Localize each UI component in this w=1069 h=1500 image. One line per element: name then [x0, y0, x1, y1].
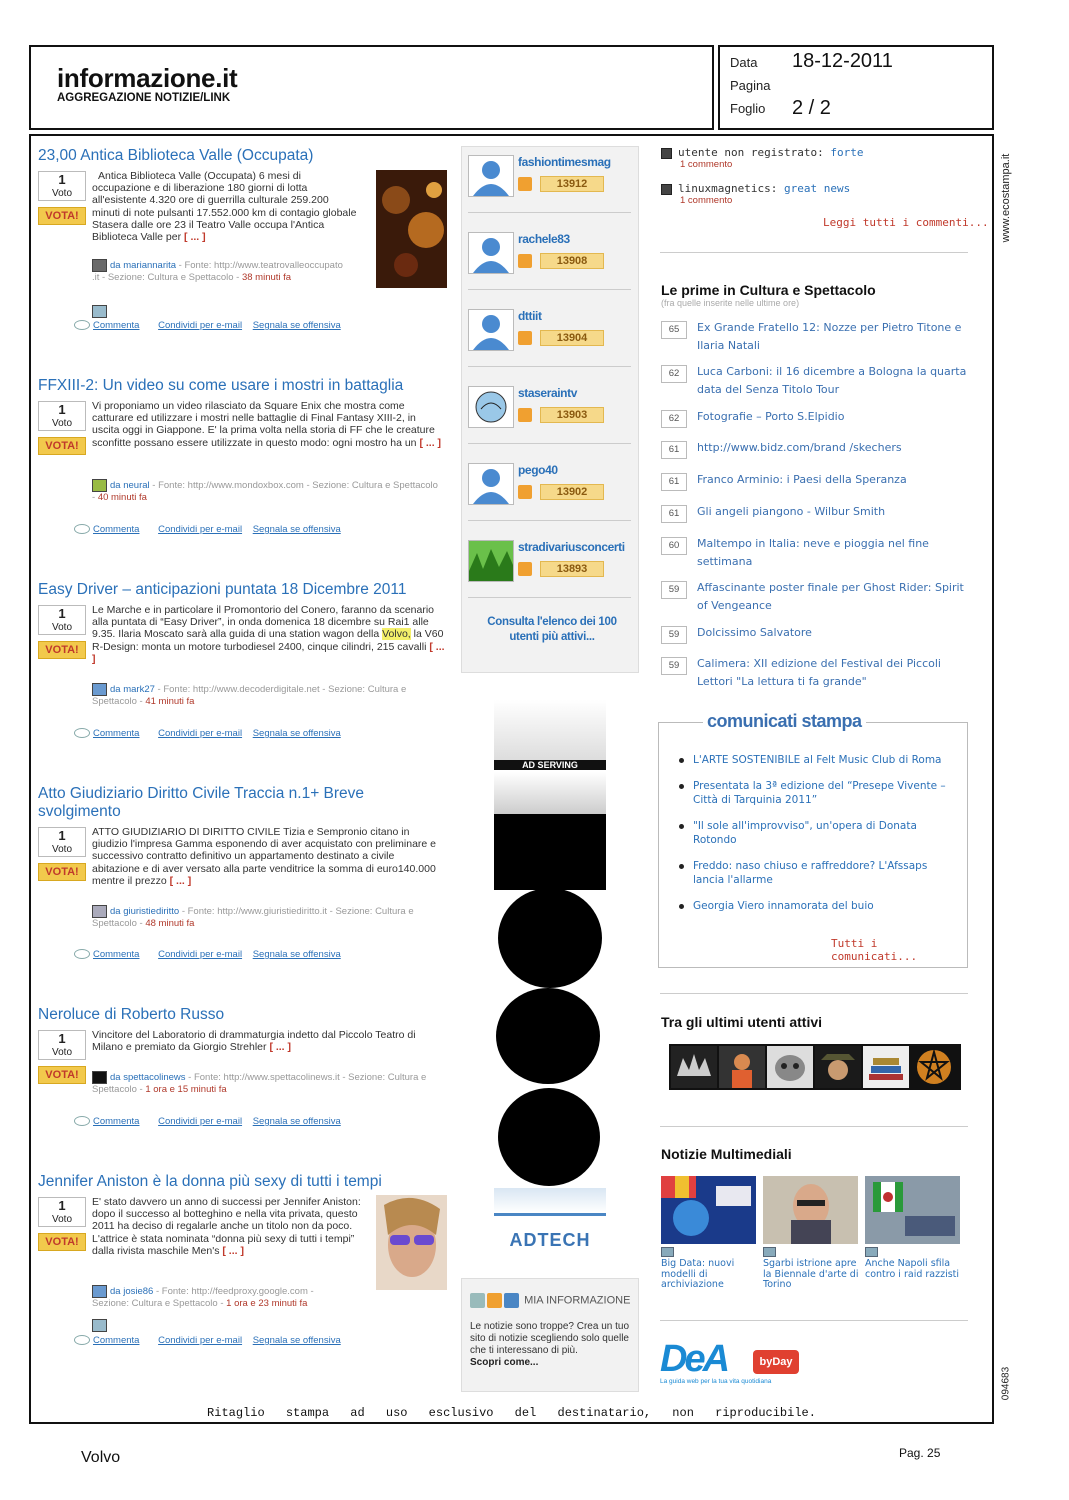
comment-item: linuxmagnetics: great news 1 commento — [661, 182, 971, 206]
my-info-box — [461, 1278, 639, 1392]
article — [38, 581, 448, 771]
user-avatar — [468, 155, 514, 197]
author-link[interactable]: neural — [123, 480, 150, 492]
user-score: 13908 — [540, 253, 604, 269]
divider — [660, 252, 968, 253]
user-icon — [661, 148, 672, 159]
multimedia-thumbnail[interactable] — [865, 1176, 960, 1244]
divider — [468, 366, 631, 367]
article-meta: da mark27 - Fonte: http://www.decoderdigitale.net - Sezione: Cultura e Spettacolo - 41 minuti fa — [92, 684, 407, 708]
article — [38, 377, 448, 567]
divider — [468, 597, 631, 598]
user-name[interactable]: stradivariusconcerti — [518, 540, 625, 554]
vote-count: 1 — [58, 828, 66, 843]
multimedia-caption[interactable]: Sgarbi istrione apre la Biennale d'arte di Torino — [763, 1258, 859, 1290]
read-more-link[interactable]: [ ... ] — [269, 1041, 292, 1054]
rank-score: 59 — [661, 581, 687, 599]
article-meta: da mariannarita - Fonte: http://www.teatrovalleoccupato .it - Sezione: Cultura e Spettacolo - 38 minuti fa — [92, 260, 343, 284]
dea-tagline: La guida web per la tua vita quotidiana — [660, 1378, 772, 1385]
article-title[interactable]: Neroluce di Roberto Russo — [38, 1006, 225, 1023]
author-link[interactable]: giuristiediritto — [123, 906, 180, 918]
dea-byday-logo[interactable]: DeA byDay La guida web per la tua vita quotidiana — [660, 1340, 810, 1388]
rank-score: 61 — [661, 473, 687, 491]
user-score: 13912 — [540, 176, 604, 192]
rss-icon[interactable] — [518, 562, 532, 576]
ranked-news-link[interactable]: Maltempo in Italia: neve e pioggia nel fine settimana — [697, 537, 929, 568]
comment-link[interactable]: great news — [783, 182, 851, 195]
comment-bubble-icon — [74, 320, 90, 330]
article-title[interactable]: Jennifer Aniston è la donna più sexy di tutti i tempi — [38, 1173, 382, 1190]
my-info-header[interactable]: MIA INFORMAZIONE — [470, 1293, 630, 1308]
ad-banner[interactable] — [494, 700, 606, 1250]
header-title-box — [29, 45, 714, 130]
comment-bubble-icon — [74, 949, 90, 959]
article-meta: da josie86 - Fonte: http://feedproxy.google.com - Sezione: Cultura e Spettacolo - 1 ora e 23 minuti fa — [92, 1286, 314, 1310]
comment-bubble-icon — [74, 524, 90, 534]
vota-button[interactable]: VOTA! — [38, 437, 86, 455]
share-email-link[interactable]: Condividi per e-mail — [158, 949, 243, 960]
top-users-link[interactable]: Consulta l'elenco dei 100 utenti più attivi... — [487, 616, 617, 643]
author-link[interactable]: mark27 — [123, 684, 155, 696]
video-icon — [763, 1247, 776, 1257]
user-name[interactable]: pego40 — [518, 463, 558, 477]
foglio-value: 2 / 2 — [792, 97, 831, 119]
report-link[interactable]: Segnala se offensiva — [252, 524, 341, 535]
ad-image — [494, 814, 606, 890]
user-item[interactable] — [468, 382, 634, 442]
divider — [468, 520, 631, 521]
ranked-news-link[interactable]: Franco Arminio: i Paesi della Speranza — [697, 473, 907, 486]
vote-label: Voto — [51, 844, 73, 855]
user-score: 13903 — [540, 407, 604, 423]
user-avatar[interactable] — [719, 1046, 765, 1088]
read-more-link[interactable]: [ ... ] — [184, 231, 206, 244]
top-users-box — [461, 146, 639, 673]
article-title[interactable]: 23,00 Antica Biblioteca Valle (Occupata) — [38, 147, 314, 164]
ranked-news-link[interactable]: Affascinante poster finale per Ghost Rider: Spirit of Vengeance — [697, 581, 964, 612]
rss-icon[interactable] — [518, 331, 532, 345]
ad-gradient — [494, 700, 606, 760]
user-score: 13902 — [540, 484, 604, 500]
article-actions — [92, 524, 349, 535]
report-link[interactable]: Segnala se offensiva — [252, 320, 341, 331]
adtech-logo[interactable]: ADTECH — [509, 1230, 591, 1250]
photo-icon — [92, 1319, 442, 1332]
rss-icon — [487, 1293, 502, 1308]
site-title[interactable]: informazione.it — [57, 63, 238, 93]
author-link[interactable]: josie86 — [123, 1286, 154, 1298]
rss-icon[interactable] — [518, 485, 532, 499]
article-thumbnail[interactable] — [376, 170, 447, 288]
rss-icon[interactable] — [518, 177, 532, 191]
press-releases-box — [658, 711, 968, 968]
ranked-news-link[interactable]: Luca Carboni: il 16 dicembre a Bologna la quarta data del Senza Titolo Tour — [697, 365, 967, 396]
header-meta-box — [718, 45, 994, 130]
vote-label: Voto — [51, 622, 73, 633]
rank-score: 60 — [661, 537, 687, 555]
user-avatar[interactable] — [671, 1046, 717, 1088]
user-icon — [661, 184, 672, 195]
keyword-highlight: Volvo, — [382, 628, 411, 641]
divider — [468, 289, 631, 290]
side-code: 094683 — [1000, 1366, 1012, 1401]
ranked-news-link[interactable]: Ex Grande Fratello 12: Nozze per Pietro Titone e Ilaria Natali — [697, 321, 962, 352]
rss-icon[interactable] — [518, 408, 532, 422]
article — [38, 147, 448, 337]
article-excerpt: Vi proponiamo un video rilasciato da Square Enix che mostra come catturare ed utilizzare i mostri nelle battaglie di Final Fantasy XIII-2, in uscita oggi in Giappone. E' la prima volta nella storia di FF che le creature sconfitte possano essere utilizzate in questo modo: ogni mostro ha un [ ... ] — [92, 400, 442, 449]
vote-count: 1 — [58, 1031, 66, 1046]
vote-counter — [38, 401, 86, 431]
pagina-label: Pagina — [730, 78, 771, 93]
author-link[interactable]: spettacolinews — [123, 1072, 186, 1084]
vota-button[interactable]: VOTA! — [38, 1233, 86, 1251]
press-release-link[interactable]: Presentata la 3ª edizione del “Presepe Vivente – Città di Tarquinia 2011” — [679, 779, 961, 808]
article-excerpt: Vincitore del Laboratorio di drammaturgia indetto dal Piccolo Teatro di Milano e premiato da Giorgio Strehler [ ... ] — [92, 1029, 416, 1054]
author-link[interactable]: mariannarita — [123, 260, 177, 272]
report-link[interactable]: Segnala se offensiva — [252, 1116, 341, 1127]
user-avatar[interactable] — [863, 1046, 909, 1088]
author-avatar-icon — [92, 683, 107, 696]
user-score: 13904 — [540, 330, 604, 346]
vota-button[interactable]: VOTA! — [38, 1066, 86, 1084]
vote-label: Voto — [51, 1214, 73, 1225]
rank-score: 61 — [661, 441, 687, 459]
user-item[interactable] — [468, 228, 634, 288]
vote-label: Voto — [51, 1047, 73, 1058]
article-actions — [92, 949, 349, 960]
divider — [468, 443, 631, 444]
user-avatar[interactable] — [767, 1046, 813, 1088]
my-info-text: Le notizie sono troppe? Crea un tuo sito di notizie scegliendo solo quelle che ti interessano di più. Scopri come... — [470, 1321, 629, 1368]
section-title: Le prime in Cultura e Spettacolo — [661, 282, 876, 298]
byday-badge: byDay — [753, 1350, 799, 1374]
ranked-news-link[interactable]: http://www.bidz.com/brand /skechers — [697, 441, 902, 454]
share-email-link[interactable]: Condividi per e-mail — [158, 1335, 243, 1346]
user-avatar[interactable] — [911, 1046, 957, 1088]
divider — [660, 993, 968, 994]
article — [38, 1173, 448, 1363]
share-email-link[interactable]: Condividi per e-mail — [158, 524, 243, 535]
multimedia-item[interactable] — [763, 1176, 861, 1291]
comment-link[interactable]: Commenta — [92, 320, 147, 331]
ad-gradient — [494, 772, 606, 814]
data-label: Data — [730, 55, 758, 70]
user-avatar[interactable] — [815, 1046, 861, 1088]
ad-bar — [494, 1188, 606, 1216]
vote-counter — [38, 1197, 86, 1227]
vote-label: Voto — [51, 188, 73, 199]
user-item[interactable] — [468, 459, 634, 519]
press-releases-title[interactable]: comunicati stampa — [703, 711, 866, 732]
ad-shape — [496, 988, 600, 1084]
section-title: Notizie Multimediali — [661, 1146, 792, 1162]
section-note: (fra quelle inserite nelle ultime ore) — [661, 298, 800, 308]
share-email-link[interactable]: Condividi per e-mail — [158, 728, 243, 739]
article-excerpt: Antica Biblioteca Valle (Occupata) 6 mesi di occupazione e di liberazione 180 giorni di lotta all'esistente 4.320 ore di guerrilla culturale 259.200 minuti di note pulsanti 17.552.000 km di contagio globale Stasera dalle ore 23 il Teatro Valle occupa l'Antica Biblioteca Valle per [ ... ] — [92, 170, 357, 244]
rss-icon[interactable] — [518, 254, 532, 268]
press-releases-list — [679, 753, 961, 924]
comment-bubble-icon — [74, 1116, 90, 1126]
press-release-link[interactable]: Georgia Viero innamorata del buio — [679, 899, 961, 914]
ranked-news-link[interactable]: Fotografie – Porto S.Elpidio — [697, 410, 845, 423]
feed-icon — [470, 1293, 485, 1308]
rank-score: 65 — [661, 321, 687, 339]
article-excerpt: ATTO GIUDIZIARIO DI DIRITTO CIVILE Tizia e Sempronio citano in giudizio l'impresa Gamma esponendo di aver acquistato con preliminare e successivo contratto definitivo un appartamento destinato a civile abitazione e di aver versato alla parte venditrice la somma di euro140.000 mentre il prezzo [ ... ] — [92, 826, 437, 887]
video-icon — [865, 1247, 878, 1257]
press-release-link[interactable]: Freddo: naso chiuso e raffreddore? L'Afssaps lancia l'allarme — [679, 859, 961, 888]
multimedia-item[interactable] — [865, 1176, 963, 1280]
user-name[interactable]: rachele83 — [518, 232, 570, 246]
article-meta: da spettacolinews - Fonte: http://www.spettacolinews.it - Sezione: Cultura e Spettacolo - 1 ora e 15 minuti fa — [92, 1072, 427, 1096]
ranked-news-link[interactable]: Dolcissimo Salvatore — [697, 626, 812, 639]
read-more-link[interactable]: [ ... ] — [222, 1244, 244, 1257]
press-release-link[interactable]: "Il sole all'improvviso", un'opera di Donata Rotondo — [679, 819, 961, 848]
vota-button[interactable]: VOTA! — [38, 641, 86, 659]
ad-shape — [498, 888, 602, 988]
rank-score: 62 — [661, 365, 687, 383]
divider — [468, 212, 631, 213]
vota-button[interactable]: VOTA! — [38, 863, 86, 881]
page-number: Pag. 25 — [899, 1446, 941, 1460]
feed-icon — [504, 1293, 519, 1308]
article-actions — [92, 1116, 349, 1127]
vote-label: Voto — [51, 418, 73, 429]
data-value: 18-12-2011 — [792, 50, 893, 72]
user-score: 13893 — [540, 561, 604, 577]
read-more-link[interactable]: [ ... ] — [169, 874, 192, 887]
all-press-releases-link[interactable]: Tutti i comunicati... — [831, 937, 918, 963]
multimedia-caption[interactable]: Big Data: nuovi modelli di archiviazione — [661, 1258, 735, 1290]
photo-icon — [92, 305, 442, 318]
article — [38, 785, 448, 985]
share-email-link[interactable]: Condividi per e-mail — [158, 1116, 243, 1127]
article-title[interactable]: Atto Giudiziario Diritto Civile Traccia n.1+ Breve svolgimento — [38, 785, 365, 820]
user-avatar — [468, 540, 514, 582]
article-title[interactable]: Easy Driver – anticipazioni puntata 18 Dicembre 2011 — [38, 581, 407, 598]
user-name[interactable]: dttiit — [518, 309, 542, 323]
ad-shape — [498, 1088, 600, 1186]
divider — [660, 1320, 968, 1321]
article-thumbnail[interactable] — [376, 1195, 447, 1290]
user-name[interactable]: fashiontimesmag — [518, 155, 611, 169]
article-excerpt: Le Marche e in particolare il Promontorio del Conero, faranno da scenario alla puntata di “Easy Driver”, in onda domenica 18 dicembre su Rai1 alle 9.35. Ilaria Moscato sarà alla guida di una station wagon della Volvo, la V60 R-Design: monta un motore turbodiesel 2400, cinque cilindri, 215 cavalli [ ... ] — [92, 604, 445, 665]
comment-user: utente non registrato — [678, 146, 818, 159]
video-icon — [661, 1247, 674, 1257]
article — [38, 1006, 448, 1156]
ranked-news-link[interactable]: Calimera: XII edizione del Festival dei Piccoli Lettori "La lettura ti fa grande" — [697, 657, 941, 688]
author-avatar-icon — [92, 479, 107, 492]
user-avatar — [468, 232, 514, 274]
read-more-link[interactable]: [ ... ] — [92, 640, 445, 665]
user-avatar — [468, 463, 514, 505]
clipping-notice: Ritaglio stampa ad uso esclusivo del destinatario, non riproducibile. — [207, 1406, 816, 1420]
rank-score: 59 — [661, 626, 687, 644]
site-subtitle: AGGREGAZIONE NOTIZIE/LINK — [57, 92, 231, 104]
comment-item: utente non registrato: forte 1 commento — [661, 146, 971, 170]
report-link[interactable]: Segnala se offensiva — [252, 949, 341, 960]
side-url: www.ecostampa.it — [1000, 153, 1012, 243]
user-item[interactable] — [468, 536, 634, 596]
multimedia-caption[interactable]: Anche Napoli sfila contro i raid razzisti — [865, 1258, 960, 1280]
read-more-link[interactable]: [ ... ] — [419, 436, 442, 449]
user-item[interactable] — [468, 305, 634, 365]
user-item[interactable] — [468, 151, 634, 211]
comment-user: linuxmagnetics — [678, 182, 771, 195]
comment-count[interactable]: 1 commento — [680, 195, 733, 206]
vote-count: 1 — [58, 606, 66, 621]
article-meta: da neural - Fonte: http://www.mondoxbox.com - Sezione: Cultura e Spettacolo - 40 minuti fa — [92, 480, 438, 504]
vote-counter — [38, 605, 86, 635]
vote-count: 1 — [58, 172, 66, 187]
article-actions — [92, 728, 349, 739]
divider — [660, 1126, 968, 1127]
article-excerpt: E' stato davvero un anno di successi per Jennifer Aniston: dopo il successo al botteghino e nella vita privata, questo 2011 ha deciso di regalarle anche un titolo non da poco. L'attrice è stata nominata “donna più sexy di tutti i tempi” dalla rivista maschile Men's [ ... ] — [92, 1196, 361, 1257]
vote-counter — [38, 171, 86, 201]
author-avatar-icon — [92, 1285, 107, 1298]
author-avatar-icon — [92, 905, 107, 918]
report-link[interactable]: Segnala se offensiva — [252, 1335, 341, 1346]
vote-counter — [38, 827, 86, 857]
footer-keyword: Volvo — [81, 1449, 121, 1466]
vote-counter — [38, 1030, 86, 1060]
press-release-link[interactable]: L'ARTE SOSTENIBILE al Felt Music Club di Roma — [679, 753, 961, 768]
comment-bubble-icon — [74, 1335, 90, 1345]
comment-link[interactable]: forte — [830, 146, 864, 159]
article-title[interactable]: FFXIII-2: Un video su come usare i mostri in battaglia — [38, 377, 404, 394]
rank-score: 62 — [661, 410, 687, 428]
read-all-comments-link[interactable]: Leggi tutti i commenti... — [823, 216, 989, 229]
comment-count[interactable]: 1 commento — [680, 159, 733, 170]
user-avatar — [468, 386, 514, 428]
report-link[interactable]: Segnala se offensiva — [252, 728, 341, 739]
article-actions — [92, 320, 349, 331]
ad-serving-label: AD SERVING — [494, 760, 606, 770]
foglio-label: Foglio — [730, 101, 766, 116]
comment-link[interactable]: Commenta — [92, 524, 147, 535]
author-avatar-icon — [92, 1071, 107, 1084]
rank-score: 59 — [661, 657, 687, 675]
share-email-link[interactable]: Condividi per e-mail — [158, 320, 243, 331]
discover-link[interactable]: Scopri come... — [470, 1357, 539, 1368]
multimedia-thumbnail[interactable] — [661, 1176, 756, 1244]
user-avatar — [468, 309, 514, 351]
vote-count: 1 — [58, 1198, 66, 1213]
comment-link[interactable]: Commenta — [92, 1116, 147, 1127]
article-meta: da giuristiediritto - Fonte: http://www.giuristiediritto.it - Sezione: Cultura e Spettacolo - 48 minuti fa — [92, 906, 414, 930]
multimedia-thumbnail[interactable] — [763, 1176, 858, 1244]
comment-link[interactable]: Commenta — [92, 1335, 147, 1346]
comment-link[interactable]: Commenta — [92, 728, 147, 739]
vota-button[interactable]: VOTA! — [38, 207, 86, 225]
comment-bubble-icon — [74, 728, 90, 738]
active-users-strip — [669, 1044, 961, 1090]
vote-count: 1 — [58, 402, 66, 417]
user-name[interactable]: staseraintv — [518, 386, 577, 400]
article-actions — [92, 1335, 349, 1346]
multimedia-item[interactable] — [661, 1176, 759, 1291]
rank-score: 61 — [661, 505, 687, 523]
ranked-news-link[interactable]: Gli angeli piangono - Wilbur Smith — [697, 505, 886, 518]
comment-link[interactable]: Commenta — [92, 949, 147, 960]
section-title: Tra gli ultimi utenti attivi — [661, 1014, 823, 1030]
author-avatar-icon — [92, 259, 107, 272]
